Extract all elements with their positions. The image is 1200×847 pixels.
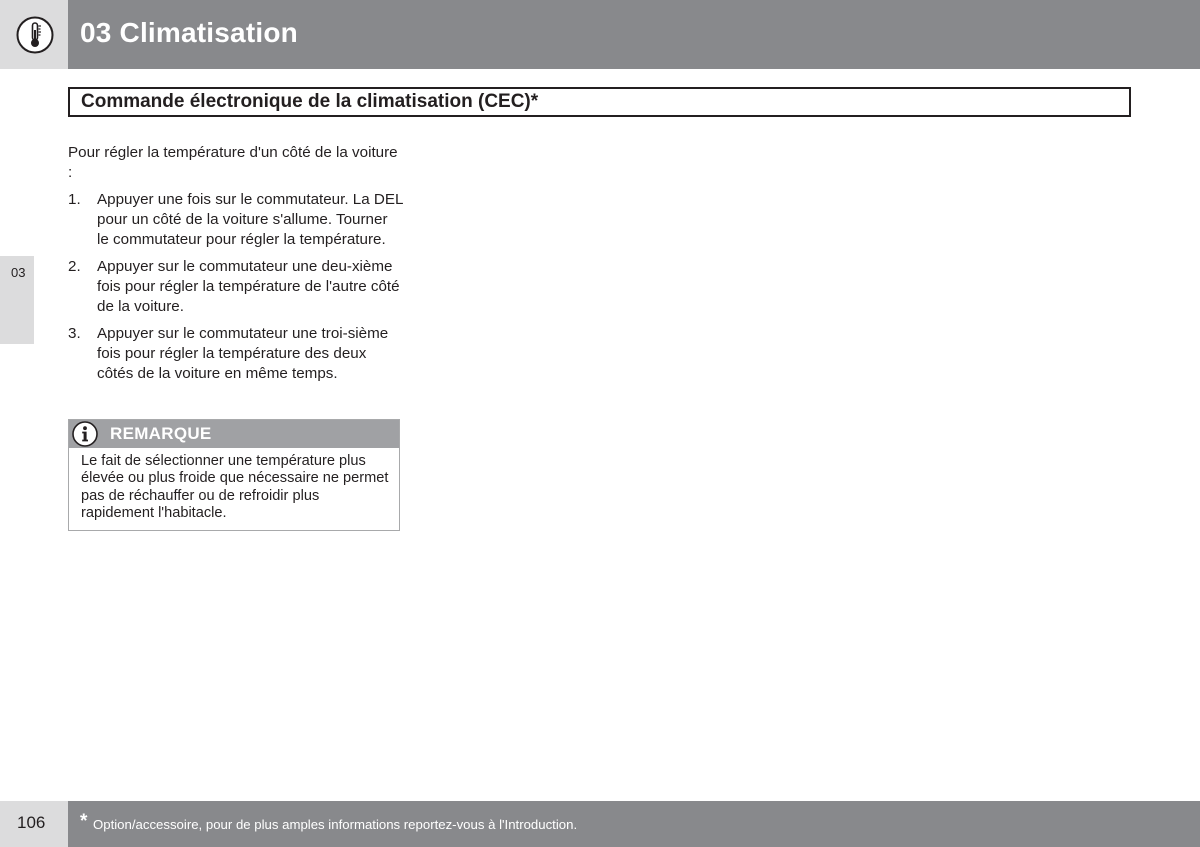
header-bar	[68, 0, 1200, 69]
step-text: Appuyer une fois sur le commutateur. La DEL pour un côté de la voiture s'allume. Tourner le commutateur pour régler la température.	[97, 191, 403, 248]
chapter-title: 03 Climatisation	[80, 17, 298, 48]
page-number: 106	[17, 813, 46, 832]
step-text: Appuyer sur le commutateur une deu-xième fois pour régler la température de l'autre côté de la voiture.	[97, 258, 400, 315]
section-title-box	[68, 87, 1131, 117]
note-title: REMARQUE	[110, 424, 212, 443]
step-number: 2.	[68, 258, 81, 275]
main-content	[68, 143, 403, 391]
steps-list	[68, 190, 403, 384]
step-number: 1.	[68, 191, 81, 208]
thermometer-icon	[16, 16, 54, 54]
chapter-tab-label: 03	[11, 265, 26, 280]
footnote-text: Option/accessoire, pour de plus amples informations reportez-vous à l'Introduction.	[93, 817, 578, 832]
list-item	[68, 324, 403, 384]
info-icon	[72, 421, 98, 447]
step-text: Appuyer sur le commutateur une troi-sième fois pour régler la température des deux côtés de la voiture en même temps.	[97, 325, 389, 382]
note-box	[68, 419, 400, 531]
intro-paragraph: Pour régler la température d'un côté de la voiture :	[68, 144, 398, 181]
footer-page-box	[0, 801, 68, 847]
chapter-side-tab	[0, 256, 34, 344]
step-number: 3.	[68, 325, 81, 342]
footnote-star: *	[80, 811, 88, 832]
section-title: Commande électronique de la climatisation (CEC)*	[81, 91, 539, 112]
list-item	[68, 257, 403, 317]
header-icon-box	[0, 0, 68, 69]
note-text: Le fait de sélectionner une température plus élevée ou plus froide que nécessaire ne permet pas de réchauffer ou de refroidir plus rapidement l'habitacle.	[81, 453, 389, 521]
footer-bar	[68, 801, 1200, 847]
note-header	[69, 420, 399, 448]
list-item	[68, 190, 403, 250]
